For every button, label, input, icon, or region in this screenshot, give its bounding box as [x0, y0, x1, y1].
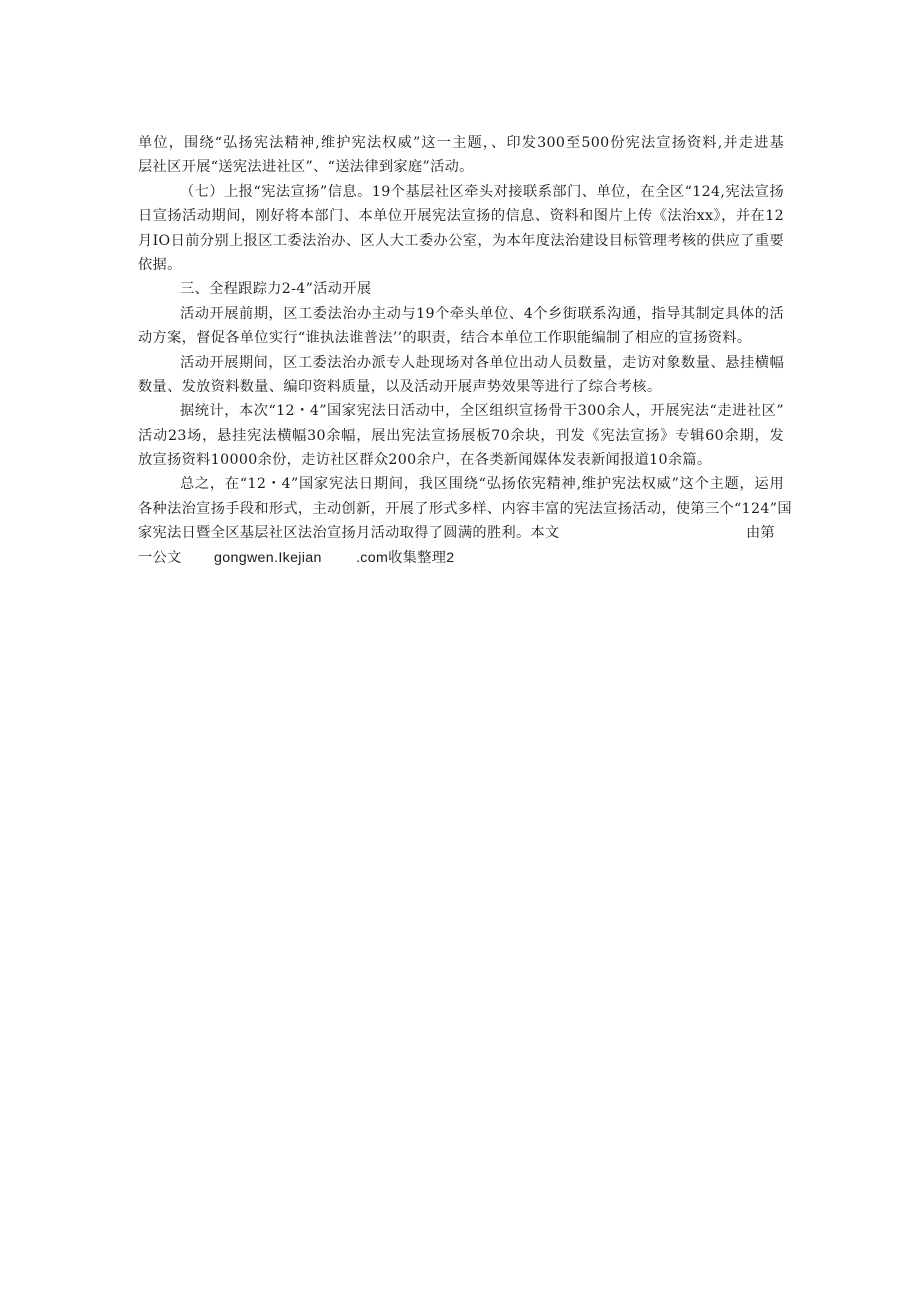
paragraph-5 — [138, 351, 784, 400]
paragraph-2 — [138, 180, 784, 278]
text-line — [138, 521, 784, 545]
text-line: 总之，在“12・4”国家宪法日期间，我区围绕“弘扬依宪精神,维护宪法权威”这个主题，运用 — [180, 476, 784, 493]
source-note-fragment: gongwen.Ikejian — [214, 549, 322, 566]
paragraph-6 — [138, 399, 784, 472]
source-note-fragment: 一公文 — [138, 549, 182, 566]
source-note-fragment: .com收集整理2 — [356, 549, 455, 566]
text-line: 动方案，督促各单位实行“谁执法谁普法’’的职责，结合本单位工作职能编制了相应的宣扬资料。 — [138, 330, 752, 347]
text-line: 活动23场，悬挂宪法横幅30余幅，展出宪法宣扬展板70余块，刊发《宪法宣扬》专辑60余期，发 — [138, 427, 784, 444]
paragraph-7 — [138, 472, 792, 545]
document-page — [138, 131, 792, 570]
paragraph-1 — [138, 131, 784, 180]
source-note-fragment: 由第 — [746, 525, 776, 542]
text-line: （七）上报“宪法宣扬”信息。19个基层社区牵头对接联系部门、单位，在全区“124,宪法宣扬 — [180, 183, 784, 200]
text-line: 活动开展期间，区工委法治办派专人赴现场对各单位出动人员数量，走访对象数量、悬挂横幅 — [180, 354, 784, 371]
text-line: 活动开展前期，区工委法治办主动与19个牵头单位、4个乡街联系沟通，指导其制定具体的活 — [180, 305, 784, 322]
text-line: 层社区开展“送宪法进社区”、“送法律到家庭”活动。 — [138, 159, 474, 176]
text-line: 据统计，本次“12・4”国家宪法日活动中，全区组织宣扬骨干300余人，开展宪法“走进社区” — [180, 403, 784, 420]
paragraph-4 — [138, 302, 784, 351]
text-line: 依据。 — [138, 256, 182, 273]
text-line: 各种法治宣扬手段和形式，主动创新，开展了形式多样、内容丰富的宪法宣扬活动，使第三个“124”国 — [138, 500, 792, 517]
text-fragment: 家宪法日暨全区基层社区法治宣扬月活动取得了圆满的胜利。本文 — [138, 525, 560, 542]
section-heading — [138, 277, 784, 301]
text-line: 三、全程跟踪力2-4”活动开展 — [180, 281, 372, 298]
source-note — [138, 546, 784, 570]
text-line: 日宣扬活动期间，刚好将本部门、本单位开展宪法宣扬的信息、资料和图片上传《法治xx》，并在12 — [138, 208, 784, 225]
text-line: 月IO日前分别上报区工委法治办、区人大工委办公室，为本年度法治建设目标管理考核的供应了重要 — [138, 232, 784, 249]
text-line: 放宣扬资料10000余份，走访社区群众200余户，在各类新闻媒体发表新闻报道10余篇。 — [138, 452, 712, 469]
text-line: 单位，围绕“弘扬宪法精神,维护宪法权威”这一主题，、印发300至500份宪法宣扬资料,并走进基 — [138, 135, 784, 151]
text-line: 数量、发放资料数量、编印资料质量，以及活动开展声势效果等进行了综合考核。 — [138, 378, 662, 395]
